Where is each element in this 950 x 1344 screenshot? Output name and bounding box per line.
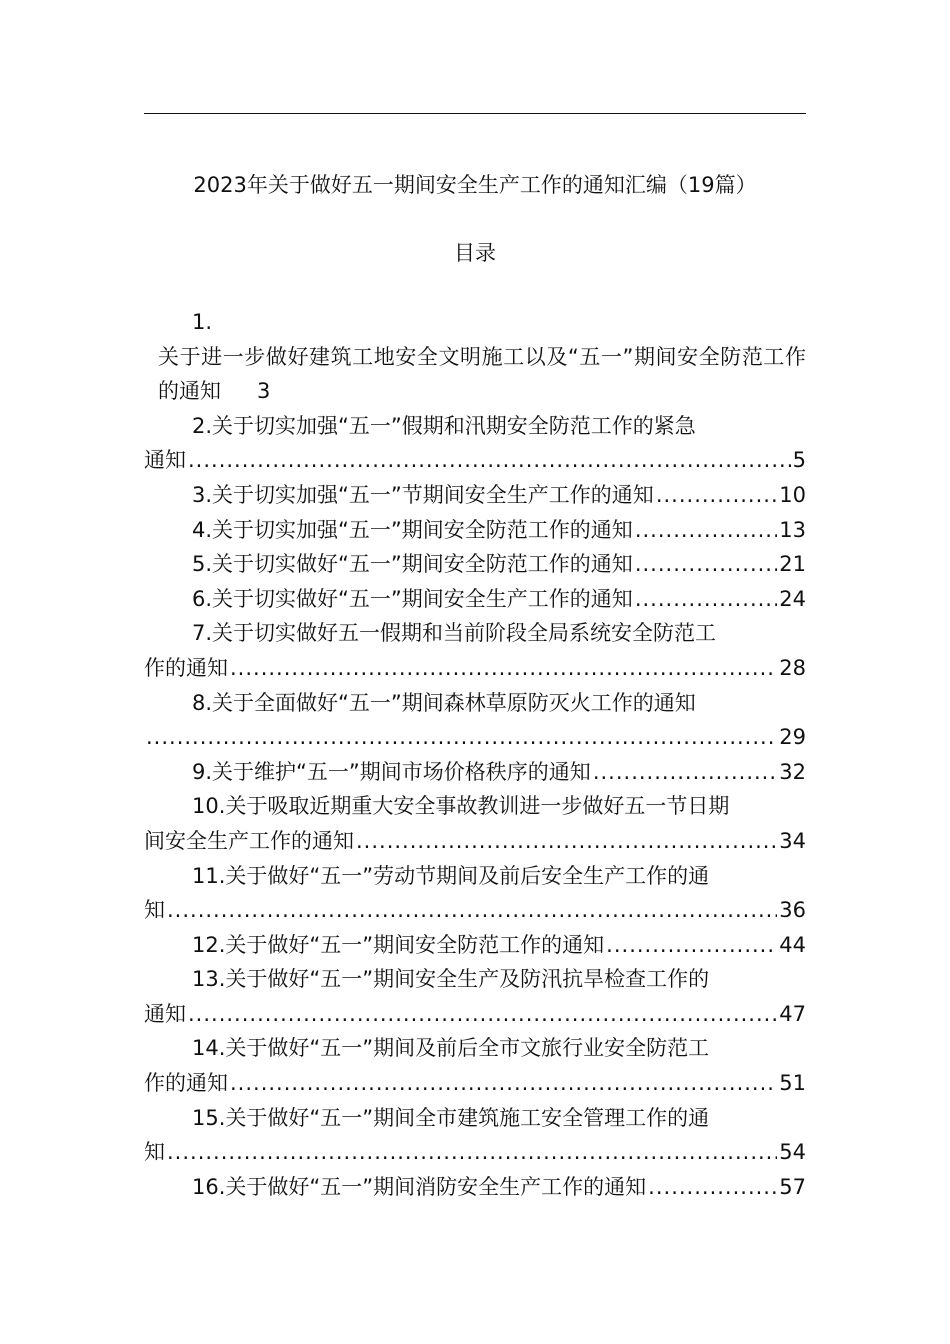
toc-entry-title-cont: 作的通知: [144, 1071, 228, 1096]
toc-entry-number: 1.: [192, 310, 213, 334]
toc-entry-number: 6.: [192, 586, 213, 611]
toc-entry-number: 5.: [192, 552, 213, 577]
toc-entry-number: 16.: [192, 1174, 226, 1199]
toc-entry-number: 9.: [192, 759, 213, 784]
toc-entry-15[interactable]: [144, 1101, 806, 1170]
toc-entry-page: 5: [792, 448, 806, 473]
toc-entry-11[interactable]: [144, 859, 806, 928]
toc-entry-page: 36: [779, 898, 806, 923]
toc-entry-number: 11.: [192, 863, 226, 888]
toc-entry-page: 57: [779, 1174, 806, 1199]
toc-entry-7[interactable]: [144, 616, 806, 685]
toc-entry-page: 24: [779, 586, 806, 611]
toc-entry-page: 13: [779, 517, 806, 542]
dot-leader: [606, 928, 777, 963]
toc-entry-3[interactable]: [144, 478, 806, 513]
table-of-contents: [144, 305, 806, 1204]
toc-entry-9[interactable]: [144, 755, 806, 790]
toc-entry-1[interactable]: [144, 305, 806, 409]
dot-leader: [635, 547, 777, 582]
dot-leader: [188, 443, 791, 478]
toc-entry-title-cont: 间安全生产工作的通知: [144, 828, 354, 853]
toc-entry-title: 关于全面做好“五一”期间森林草原防灭火工作的通知: [212, 690, 696, 715]
toc-entry-6[interactable]: [144, 582, 806, 617]
dot-leader: [648, 1170, 777, 1205]
toc-entry-number: 2.: [192, 413, 213, 438]
dot-leader: [230, 1066, 777, 1101]
toc-entry-title: 关于维护“五一”期间市场价格秩序的通知: [212, 759, 591, 784]
dot-leader: [146, 720, 777, 755]
toc-entry-page: 28: [779, 655, 806, 680]
toc-entry-page: 29: [779, 725, 806, 750]
toc-entry-title: 关于切实加强“五一”假期和汛期安全防范工作的紧急: [212, 413, 696, 438]
toc-entry-title-cont: 知: [144, 1140, 165, 1165]
toc-entry-title-cont: 通知: [144, 448, 186, 473]
toc-entry-title: 关于切实做好“五一”期间安全生产工作的通知: [212, 586, 633, 611]
toc-entry-page: 44: [779, 932, 806, 957]
toc-entry-8[interactable]: [144, 686, 806, 755]
toc-entry-number: 4.: [192, 517, 213, 542]
toc-entry-title: 关于切实加强“五一”期间安全防范工作的通知: [212, 517, 633, 542]
toc-entry-title: 关于切实加强“五一”节期间安全生产工作的通知: [212, 482, 654, 507]
toc-entry-page: 21: [779, 552, 806, 577]
toc-entry-number: 13.: [192, 967, 226, 992]
toc-entry-page: 51: [779, 1071, 806, 1096]
toc-entry-2[interactable]: [144, 409, 806, 478]
dot-leader: [356, 824, 777, 859]
toc-entry-13[interactable]: [144, 962, 806, 1031]
toc-entry-number: 3.: [192, 482, 213, 507]
toc-entry-number: 8.: [192, 690, 213, 715]
toc-entry-title-cont: 作的通知: [144, 655, 228, 680]
toc-entry-page: 47: [779, 1001, 806, 1026]
dot-leader: [230, 651, 777, 686]
dot-leader: [167, 1135, 777, 1170]
toc-entry-title-cont: 通知: [144, 1001, 186, 1026]
dot-leader: [593, 755, 777, 790]
toc-entry-page: 54: [779, 1140, 806, 1165]
toc-entry-10[interactable]: [144, 789, 806, 858]
toc-entry-number: 12.: [192, 932, 226, 957]
toc-entry-title-cont: 知: [144, 898, 165, 923]
toc-entry-title: 关于做好“五一”期间消防安全生产工作的通知: [225, 1174, 647, 1199]
toc-entry-number: 14.: [192, 1036, 226, 1061]
toc-heading: 目录: [454, 241, 496, 265]
toc-entry-number: 10.: [192, 794, 226, 819]
toc-entry-page: 32: [779, 759, 806, 784]
toc-entry-title: 关于做好“五一”期间安全生产及防汛抗旱检查工作的: [225, 967, 710, 992]
document-title: 2023年关于做好五一期间安全生产工作的通知汇编（19篇）: [193, 173, 757, 197]
dot-leader: [635, 513, 777, 548]
dot-leader: [635, 582, 777, 617]
dot-leader: [167, 893, 777, 928]
toc-entry-title: 关于切实做好五一假期和当前阶段全局系统安全防范工: [212, 621, 717, 646]
dot-leader: [188, 997, 777, 1032]
toc-entry-page: 34: [779, 828, 806, 853]
toc-entry-title: 关于做好“五一”期间安全防范工作的通知: [225, 932, 605, 957]
toc-entry-number: 7.: [192, 621, 213, 646]
header-rule: [144, 113, 806, 114]
toc-entry-title: 关于切实做好“五一”期间安全防范工作的通知: [212, 552, 633, 577]
toc-entry-title: 关于进一步做好建筑工地安全文明施工以及“五一”期间安全防范工作的通知: [158, 344, 806, 404]
toc-entry-5[interactable]: [144, 547, 806, 582]
dot-leader: [656, 478, 777, 513]
toc-entry-4[interactable]: [144, 513, 806, 548]
toc-entry-14[interactable]: [144, 1031, 806, 1100]
toc-entry-page: 10: [779, 482, 806, 507]
toc-entry-title: 关于做好“五一”期间及前后全市文旅行业安全防范工: [225, 1036, 710, 1061]
toc-entry-12[interactable]: [144, 928, 806, 963]
toc-entry-title: 关于做好“五一”劳动节期间及前后安全生产工作的通: [225, 863, 710, 888]
toc-entry-16[interactable]: [144, 1170, 806, 1205]
toc-entry-number: 15.: [192, 1105, 226, 1130]
toc-entry-title: 关于做好“五一”期间全市建筑施工安全管理工作的通: [225, 1105, 710, 1130]
toc-entry-page: 3: [257, 379, 271, 404]
toc-entry-title: 关于吸取近期重大安全事故教训进一步做好五一节日期: [225, 794, 730, 819]
